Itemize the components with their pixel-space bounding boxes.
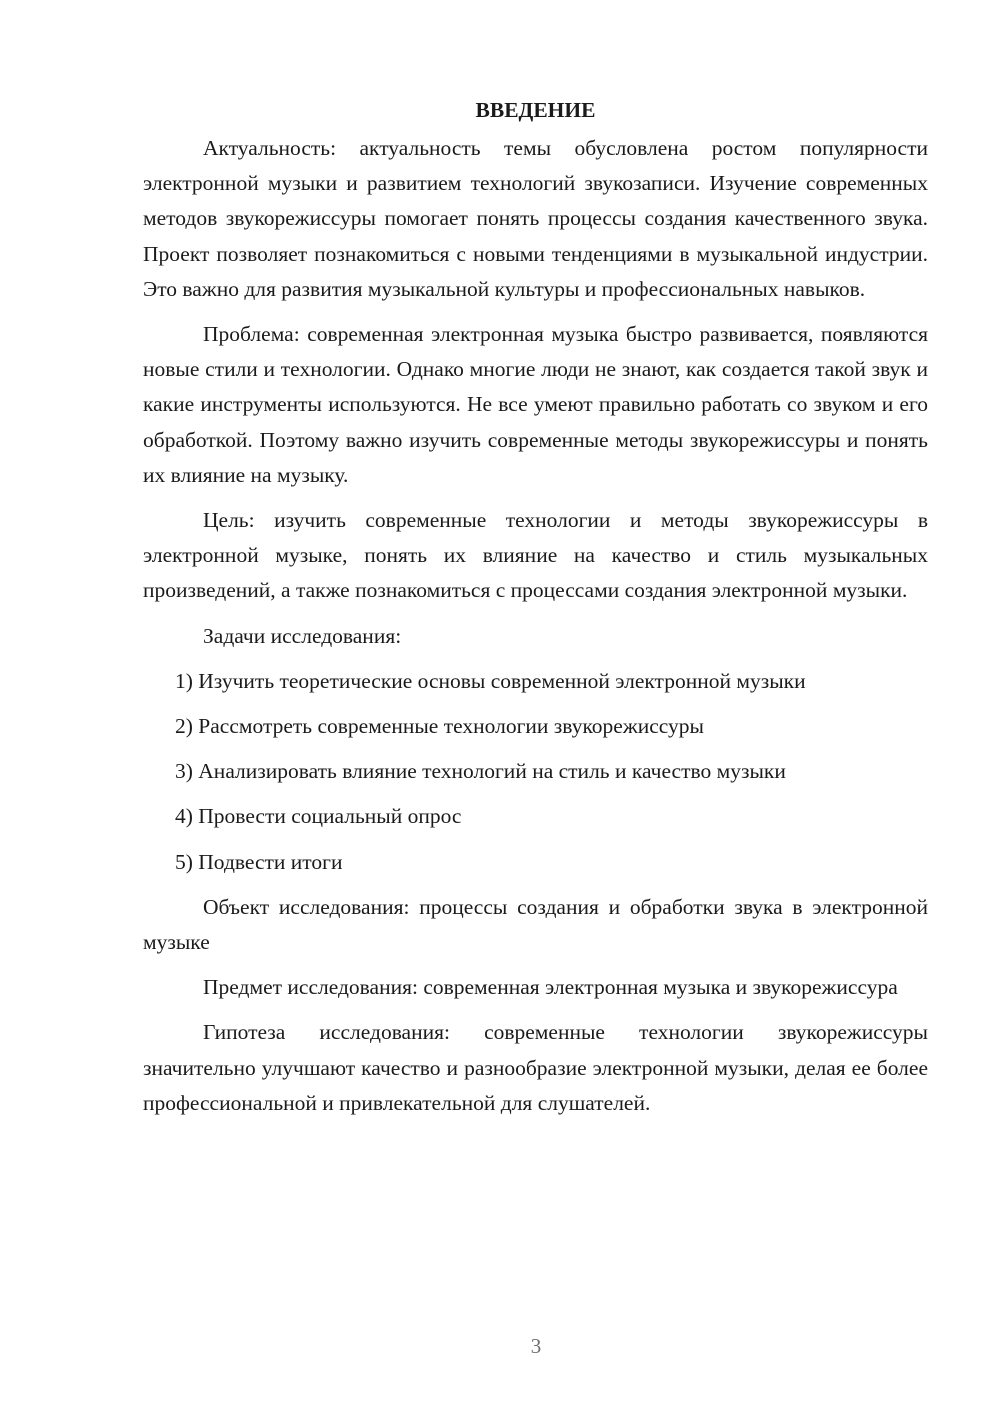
tasks-heading: Задачи исследования: (203, 623, 402, 648)
task-list (143, 664, 928, 880)
task-item: 3) Анализировать влияние технологий на стиль и качество музыки (175, 759, 786, 784)
paragraph-subject: Предмет исследования: современная электронная музыка и звукорежиссура (203, 975, 898, 1000)
paragraph-hypothesis: Гипотеза исследования: современные технологии звукорежиссуры значительно улучшают качество и разнообразие электронной музыки, делая ее более профессиональной и привлекательной для слушателей. (143, 1020, 928, 1115)
paragraph-relevance: Актуальность: актуальность темы обусловлена ростом популярности электронной музыки и развитием технологий звукозаписи. Изучение современных методов звукорежиссуры помогает понять процессы создания качественного звука. Проект позволяет познакомиться с новыми тенденциями в музыкальной индустрии. Это важно для развития музыкальной культуры и профессиональных навыков. (143, 136, 928, 301)
paragraph-goal: Цель: изучить современные технологии и методы звукорежиссуры в электронной музыке, понять их влияние на качество и стиль музыкальных произведений, а также познакомиться с процессами создания электронной музыки. (143, 508, 928, 603)
task-item: 4) Провести социальный опрос (175, 804, 462, 829)
task-item: 1) Изучить теоретические основы современной электронной музыки (175, 668, 806, 693)
document-page (143, 92, 928, 1131)
section-title: ВВЕДЕНИЕ (475, 98, 596, 122)
page-number: 3 (530, 1334, 542, 1358)
paragraph-object: Объект исследования: процессы создания и обработки звука в электронной музыке (143, 894, 928, 955)
paragraph-problem: Проблема: современная электронная музыка быстро развивается, появляются новые стили и технологии. Однако многие люди не знают, как создается такой звук и какие инструменты используются. Не все умеют правильно работать со звуком и его обработкой. Поэтому важно изучить современные методы звукорежиссуры и понять их влияние на музыку. (143, 322, 928, 487)
task-item: 2) Рассмотреть современные технологии звукорежиссуры (175, 714, 704, 739)
task-item: 5) Подвести итоги (175, 849, 343, 874)
